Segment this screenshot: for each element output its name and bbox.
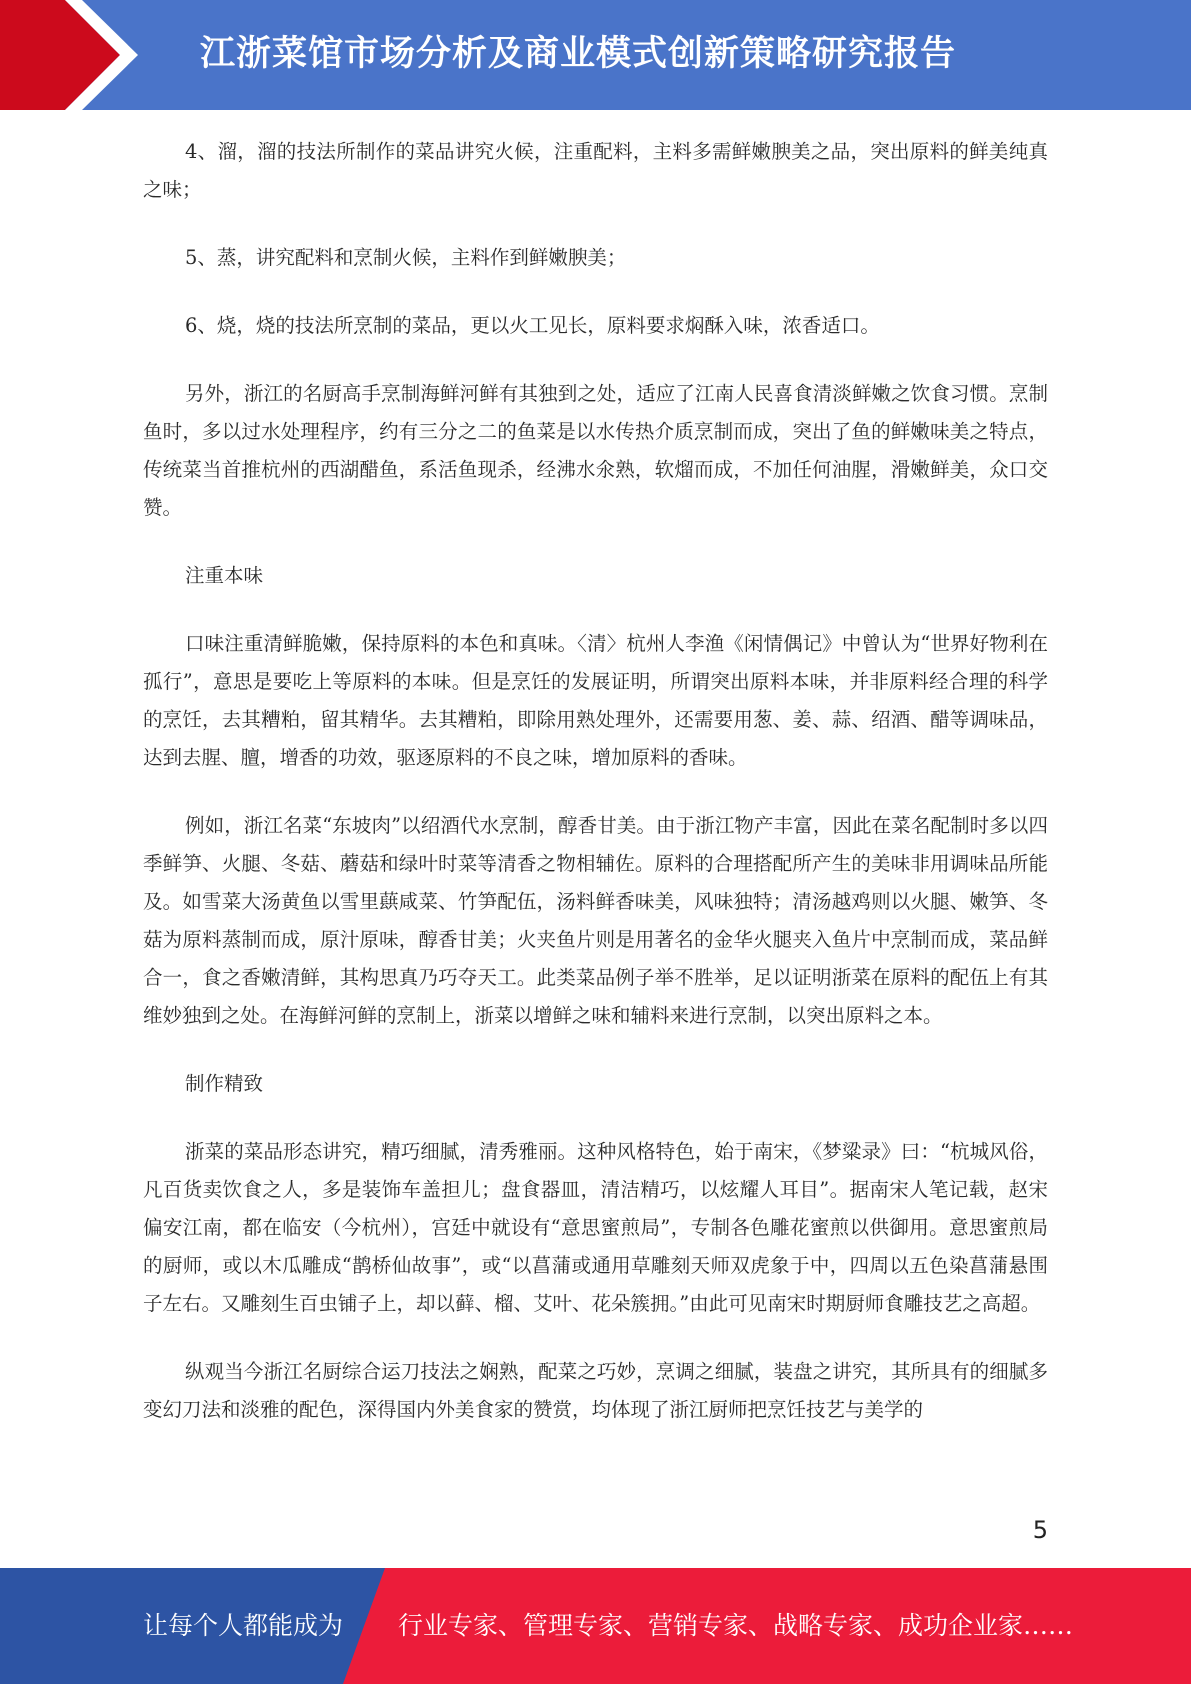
document-body: [143, 133, 1048, 1459]
paragraph: 5、蒸，讲究配料和烹制火候，主料作到鲜嫩腴美；: [185, 246, 627, 269]
paragraph: 6、烧，烧的技法所烹制的菜品，更以火工见长，原料要求焖酥入味，浓香适口。: [185, 314, 880, 337]
paragraph: 口味注重清鲜脆嫩，保持原料的本色和真味。〈清〉杭州人李渔《闲情偶记》中曾认为“世界好物利在孤行”，意思是要吃上等原料的本味。但是烹饪的发展证明，所谓突出原料本味，并非原料经合理的科学的烹饪，去其糟粕，留其精华。去其糟粕，即除用熟处理外，还需要用葱、姜、蒜、绍酒、醋等调味品，达到去腥、膻，增香的功效，驱逐原料的不良之味，增加原料的香味。: [143, 632, 1048, 769]
paragraph: 另外，浙江的名厨高手烹制海鲜河鲜有其独到之处，适应了江南人民喜食清淡鲜嫩之饮食习惯。烹制鱼时，多以过水处理程序，约有三分之二的鱼菜是以水传热介质烹制而成，突出了鱼的鲜嫩味美之特点，传统菜当首推杭州的西湖醋鱼，系活鱼现杀，经沸水氽熟，软熘而成，不加任何油腥，滑嫩鲜美，众口交赞。: [143, 382, 1048, 519]
footer-slogan-right: 行业专家、管理专家、营销专家、战略专家、成功企业家……: [398, 1611, 1074, 1640]
paragraph: 4、溜，溜的技法所制作的菜品讲究火候，注重配料，主料多需鲜嫩腴美之品，突出原料的鲜美纯真之味；: [143, 140, 1048, 201]
paragraph: 例如，浙江名菜“东坡肉”以绍酒代水烹制，醇香甘美。由于浙江物产丰富，因此在菜名配制时多以四季鲜笋、火腿、冬菇、蘑菇和绿叶时菜等清香之物相辅佐。原料的合理搭配所产生的美味非用调味品所能及。如雪菜大汤黄鱼以雪里蕻咸菜、竹笋配伍，汤料鲜香味美，风味独特；清汤越鸡则以火腿、嫩笋、冬菇为原料蒸制而成，原汁原味，醇香甘美；火夹鱼片则是用著名的金华火腿夹入鱼片中烹制而成，菜品鲜合一，食之香嫩清鲜，其构思真乃巧夺天工。此类菜品例子举不胜举，足以证明浙菜在原料的配伍上有其维妙独到之处。在海鲜河鲜的烹制上，浙菜以增鲜之味和辅料来进行烹制，以突出原料之本。: [143, 814, 1048, 1027]
header-banner: [0, 0, 1191, 110]
footer-banner: [0, 1568, 1191, 1684]
paragraph: 浙菜的菜品形态讲究，精巧细腻，清秀雅丽。这种风格特色，始于南宋，《梦粱录》曰：“杭城风俗，凡百货卖饮食之人，多是装饰车盖担儿；盘食器皿，清洁精巧，以炫耀人耳目”。据南宋人笔记载，赵宋偏安江南，都在临安（今杭州），宫廷中就设有“意思蜜煎局”，专制各色雕花蜜煎以供御用。意思蜜煎局的厨师，或以木瓜雕成“鹊桥仙故事”，或“以菖蒲或通用草雕刻天师双虎象于中，四周以五色染菖蒲悬围子左右。又雕刻生百虫铺子上，却以藓、榴、艾叶、花朵簇拥。”由此可见南宋时期厨师食雕技艺之高超。: [143, 1140, 1048, 1315]
section-heading: 注重本味: [185, 564, 264, 587]
footer-slogan-left: 让每个人都能成为: [143, 1611, 344, 1640]
section-heading: 制作精致: [185, 1072, 264, 1095]
report-title: 江浙菜馆市场分析及商业模式创新策略研究报告: [200, 34, 957, 74]
header-chevron-decoration: [0, 0, 150, 110]
paragraph: 纵观当今浙江名厨综合运刀技法之娴熟，配菜之巧妙，烹调之细腻，装盘之讲究，其所具有的细腻多变幻刀法和淡雅的配色，深得国内外美食家的赞赏，均体现了浙江厨师把烹饪技艺与美学的: [143, 1360, 1048, 1421]
page-number: 5: [1032, 1516, 1048, 1544]
